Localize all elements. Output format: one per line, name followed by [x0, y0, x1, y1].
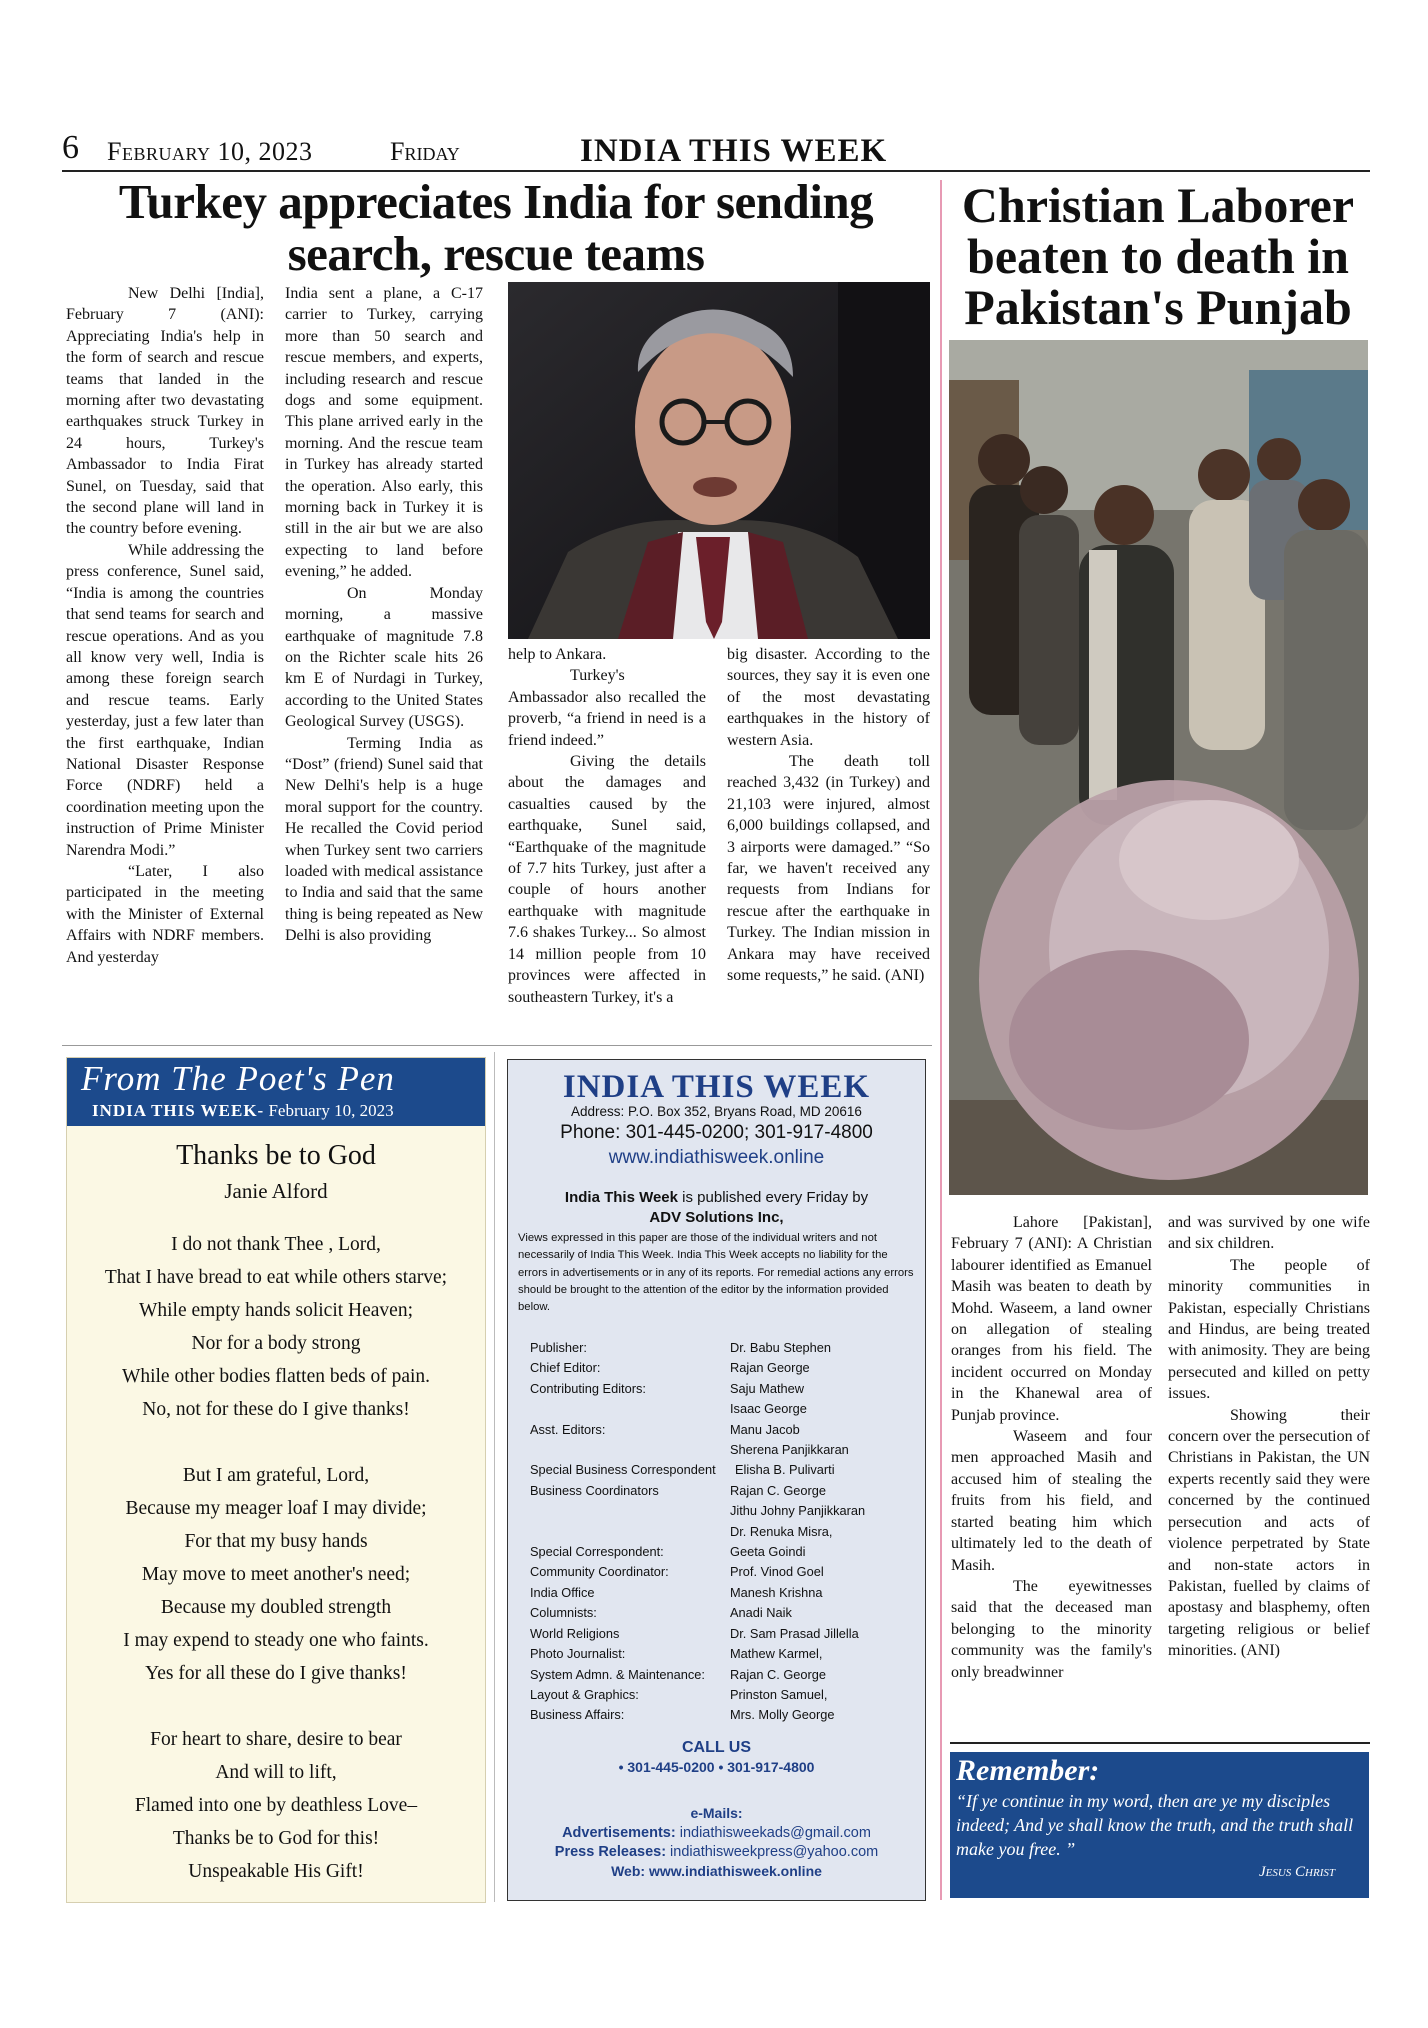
staff-role: Contributing Editors: — [530, 1380, 646, 1396]
staff-row — [530, 1542, 920, 1562]
pakistan-column-1 — [951, 1212, 1152, 1683]
pakistan-headline-line2: beaten to death in — [967, 228, 1349, 284]
paragraph: The death toll reached 3,432 (in Turkey) and 21,103 were injured, almost 6,000 buildings collapsed, and 3 airports were damaged.” “So far, we haven't received any requests from Indians for rescue after the earthquake in Turkey. The Indian mission in Ankara may have received some requests,” he said. (ANI) — [727, 753, 930, 985]
vertical-divider-grey — [494, 1052, 495, 1902]
staff-role: Special Business Correspondent — [530, 1462, 716, 1478]
staff-name: Manu Jacob — [730, 1421, 800, 1437]
staff-role: Chief Editor: — [530, 1360, 601, 1376]
staff-role: Community Coordinator: — [530, 1564, 669, 1580]
remember-quote: “If ye continue in my word, then are ye my disciples indeed; And ye shall know the truth, and the truth shall make you free. ” — [956, 1791, 1354, 1859]
issue-date: February 10, 2023 — [107, 137, 313, 166]
punjab-crowd-photo — [949, 340, 1368, 1195]
info-box — [507, 1059, 926, 1901]
poem — [67, 1130, 485, 1888]
staff-row — [530, 1399, 920, 1419]
ads-email[interactable]: indiathisweekads@gmail.com — [675, 1825, 871, 1841]
staff-role: Photo Journalist: — [530, 1646, 626, 1662]
turkey-column-2 — [285, 283, 483, 947]
paragraph: help to Ankara. — [508, 646, 607, 663]
poem-line: That I have bread to eat while others starve; — [104, 1267, 448, 1288]
ads-email-line[interactable] — [508, 1824, 925, 1843]
poem-line: Unspeakable His Gift! — [188, 1861, 364, 1882]
poem-line: And will to lift, — [215, 1762, 337, 1783]
staff-row — [530, 1644, 920, 1664]
poem-title: Thanks be to God — [176, 1140, 376, 1171]
staff-name: Dr. Sam Prasad Jillella — [730, 1625, 859, 1641]
call-us-numbers[interactable]: • 301-445-0200 • 301-917-4800 — [618, 1759, 815, 1775]
poets-pen-banner — [67, 1058, 485, 1126]
remember-attribution: Jesus Christ — [1258, 1864, 1335, 1880]
staff-name: Geeta Goindi — [730, 1544, 806, 1560]
staff-role — [530, 1501, 730, 1521]
page-number: 6 — [62, 129, 79, 166]
paragraph: The people of minority communities in Pakistan, especially Christians and Hindus, are being treated with animosity. They are being persecuted and killed on petty issues. — [1168, 1256, 1370, 1403]
info-website: www.indiathisweek.online — [608, 1147, 825, 1168]
staff-row — [530, 1338, 920, 1358]
staff-role: Publisher: — [530, 1340, 587, 1355]
web-line[interactable]: Web: www.indiathisweek.online — [611, 1863, 822, 1879]
turkey-headline-line2: search, rescue teams — [287, 226, 705, 281]
staff-name: Rajan C. George — [730, 1482, 827, 1498]
staff-name: Elisha B. Pulivarti — [735, 1462, 835, 1478]
paragraph: Lahore [Pakistan], February 7 (ANI): A Christian labourer identified as Emanuel Masih was beaten to death by Mohd. Waseem, a land owner on allegation of stealing oranges from his field. The incident occurred on Monday in the Khanewal area of Punjab province. — [951, 1214, 1152, 1424]
staff-role: Business Affairs: — [530, 1707, 625, 1723]
pakistan-column-2 — [1168, 1212, 1370, 1662]
staff-row — [530, 1440, 920, 1460]
staff-name: Dr. Renuka Misra, — [730, 1523, 833, 1539]
staff-row — [530, 1624, 920, 1644]
staff-row — [530, 1358, 920, 1378]
paragraph: Showing their concern over the persecution of Christians in Pakistan, the UN experts recently said they were concerned by the continued persecution and acts of violence perpetrated by State and non-state actors in Pakistan, fuelled by claims of apostasy and blasphemy, often targeting religious or belief minorities. (ANI) — [1168, 1406, 1370, 1660]
poets-pen-panel — [66, 1057, 486, 1903]
paragraph: Terming India as “Dost” (friend) Sunel said that New Delhi's help is a huge moral support for the country. He recalled the Covid period when Turkey sent two carriers loaded with medical assistance to India and said that the same thing is being repeated as New Delhi is also providing — [285, 734, 483, 945]
publisher-company: ADV Solutions Inc, — [649, 1209, 784, 1226]
staff-list — [530, 1338, 920, 1726]
staff-row — [530, 1379, 920, 1399]
pakistan-bottom-rule — [950, 1742, 1370, 1744]
staff-role: Asst. Editors: — [530, 1421, 606, 1437]
poem-line: But I am grateful, Lord, — [182, 1465, 370, 1486]
staff-name: Manesh Krishna — [730, 1584, 823, 1600]
poem-line: Nor for a body strong — [191, 1333, 361, 1354]
staff-row — [530, 1583, 920, 1603]
pakistan-headline-line1: Christian Laborer — [961, 177, 1355, 233]
ambassador-photo — [508, 282, 930, 639]
staff-name: Mrs. Molly George — [730, 1707, 835, 1723]
poets-pen-banner-title: From The Poet's Pen — [81, 1059, 395, 1098]
staff-row — [530, 1562, 920, 1582]
emails-label: e-Mails: — [690, 1805, 743, 1821]
paragraph: and was survived by one wife and six children. — [1168, 1214, 1370, 1253]
staff-role: Columnists: — [530, 1605, 597, 1621]
call-us-label: CALL US — [681, 1739, 752, 1756]
paragraph: On Monday morning, a massive earthquake of magnitude 7.8 on the Richter scale hits 26 km E of Nurdagi in Turkey, according to the United States Geological Survey (USGS). — [285, 584, 483, 731]
staff-name: Mathew Karmel, — [730, 1646, 823, 1662]
poem-line: Flamed into one by deathless Love– — [134, 1795, 418, 1816]
info-title: INDIA THIS WEEK — [562, 1069, 871, 1105]
staff-role: Layout & Graphics: — [530, 1686, 639, 1702]
poem-line: May move to meet another's need; — [141, 1564, 411, 1585]
staff-name: Anadi Naik — [730, 1605, 792, 1621]
paragraph: Waseem and four men approached Masih and accused him of stealing the fruits from his field, and started beating him which ultimately led to the death of Masih. — [951, 1428, 1152, 1574]
info-phone: Phone: 301-445-0200; 301-917-4800 — [560, 1122, 873, 1143]
banner-date: February 10, 2023 — [264, 1101, 394, 1120]
ads-label: Advertisements: — [562, 1825, 676, 1841]
issue-day: Friday — [390, 137, 460, 166]
poem-line: No, not for these do I give thanks! — [142, 1399, 410, 1420]
staff-name: Jithu Johny Panjikkaran — [730, 1503, 866, 1519]
staff-row — [530, 1460, 920, 1480]
staff-role: World Religions — [530, 1625, 620, 1641]
poem-line: While other bodies flatten beds of pain. — [121, 1366, 431, 1387]
info-address: Address: P.O. Box 352, Bryans Road, MD 20616 — [571, 1104, 862, 1119]
paragraph: big disaster. According to the sources, they say it is even one of the most devastating earthquakes in the history of western Asia. — [727, 646, 930, 749]
pakistan-headline-line3: Pakistan's Punjab — [964, 279, 1352, 335]
staff-row — [530, 1685, 920, 1705]
turkey-headline-line1: Turkey appreciates India for sending — [118, 174, 874, 229]
staff-name: Prof. Vinod Goel — [730, 1564, 824, 1580]
banner-brand: INDIA THIS WEEK- — [92, 1101, 265, 1120]
remember-title: Remember: — [956, 1754, 1100, 1787]
paragraph: “Later, I also participated in the meeting with the Minister of External Affairs with NDRF members. And yesterday — [66, 862, 264, 966]
staff-row — [530, 1481, 920, 1501]
masthead: INDIA THIS WEEK — [580, 133, 888, 169]
press-label: Press Releases: — [554, 1844, 667, 1860]
poem-line: For heart to share, desire to bear — [150, 1729, 402, 1750]
ambassador-illustration — [508, 282, 930, 639]
press-email[interactable]: indiathisweekpress@yahoo.com — [666, 1844, 879, 1860]
poem-line: I do not thank Thee , Lord, — [171, 1234, 381, 1255]
staff-row — [530, 1522, 920, 1542]
paragraph: Turkey's Ambassador also recalled the proverb, “a friend in need is a friend indeed.” — [508, 667, 706, 749]
crowd-illustration — [949, 340, 1368, 1195]
staff-row — [530, 1705, 920, 1725]
remember-box — [950, 1752, 1369, 1898]
staff-name: Sherena Panjikkaran — [730, 1442, 849, 1458]
turkey-column-1 — [66, 283, 264, 968]
poets-pen-banner-sub — [92, 1100, 394, 1122]
poem-line: I may expend to steady one who faints. — [123, 1630, 429, 1651]
poem-line: Thanks be to God for this! — [172, 1828, 380, 1849]
published-text: is published every Friday by — [678, 1189, 869, 1206]
staff-name: Saju Mathew — [730, 1380, 804, 1396]
staff-role: Business Coordinators — [530, 1482, 659, 1498]
poem-author: Janie Alford — [224, 1179, 328, 1203]
staff-name: Isaac George — [730, 1401, 807, 1417]
published-by — [508, 1188, 925, 1207]
poem-line: For that my busy hands — [184, 1531, 368, 1552]
poem-line: Yes for all these do I give thanks! — [145, 1663, 407, 1684]
paragraph: While addressing the press conference, Sunel said, “India is among the countries that send teams for search and rescue operations. And as you all know very well, India is among these foreign search and rescue teams. Early yesterday, just a few later than the first earthquake, Indian National Disaster Response Force (NDRF) held a coordination meeting upon the instruction of Prime Minister Narendra Modi.” — [66, 541, 264, 859]
paragraph: India sent a plane, a C-17 carrier to Turkey, carrying more than 50 search and rescue members, and experts, including research and rescue dogs and some equipment. This plane arrived early in the morning. And the rescue team in Turkey has already started the operation. Also early, this morning back in Turkey it is still in the air but we are also expecting to land before evening,” he added. — [285, 285, 483, 581]
staff-row — [530, 1501, 920, 1521]
pakistan-headline — [948, 177, 1368, 335]
published-brand: India This Week — [564, 1189, 678, 1206]
poem-line: Because my doubled strength — [160, 1597, 392, 1618]
staff-role — [530, 1399, 730, 1419]
staff-row — [530, 1665, 920, 1685]
staff-role — [530, 1440, 730, 1460]
staff-role — [530, 1522, 730, 1542]
paragraph: Giving the details about the damages and casualties caused by the earthquake, Sunel said, “Earthquake of the magnitude of 7.7 hits Turkey, just after a couple of hours another earthquake with magnitude 7.6 shakes Turkey... So almost 14 million people from 10 provinces were affected in southeastern Turkey, it's a — [508, 753, 706, 1006]
press-email-line[interactable] — [508, 1843, 925, 1862]
poem-line: Because my meager loaf I may divide; — [125, 1498, 427, 1519]
staff-name: Prinston Samuel, — [730, 1686, 828, 1702]
horizontal-divider — [62, 1045, 932, 1046]
staff-role: System Admn. & Maintenance: — [530, 1666, 705, 1682]
info-disclaimer: Views expressed in this paper are those of the individual writers and not necessarily of India This Week. India This Week accepts no liability for the errors in advertisements or in any of its reports. For remedial actions any errors should be brought to the attention of the editor by the information provided below. — [518, 1232, 914, 1314]
staff-name: Dr. Babu Stephen — [730, 1340, 832, 1355]
vertical-divider-pink — [940, 180, 942, 1900]
turkey-column-3 — [508, 644, 706, 1008]
staff-name: Rajan C. George — [730, 1666, 827, 1682]
turkey-headline — [62, 176, 930, 280]
poem-line: While empty hands solicit Heaven; — [138, 1300, 413, 1321]
paragraph: The eyewitnesses said that the deceased man belonging to the minority community was the family's only breadwinner — [951, 1577, 1152, 1681]
header-rule — [62, 170, 1370, 172]
turkey-column-4 — [727, 644, 930, 987]
staff-row — [530, 1603, 920, 1623]
staff-row — [530, 1420, 920, 1440]
staff-role: Special Correspondent: — [530, 1544, 664, 1560]
staff-role: India Office — [530, 1584, 595, 1600]
paragraph: New Delhi [India], February 7 (ANI): Appreciating India's help in the form of search and rescue teams that landed in the morning after two devastating earthquakes struck Turkey in 24 hours, Turkey's Ambassador to India Firat Sunel, on Tuesday, said that the second plane will land in the country before evening. — [66, 285, 264, 538]
staff-name: Rajan George — [730, 1360, 810, 1376]
